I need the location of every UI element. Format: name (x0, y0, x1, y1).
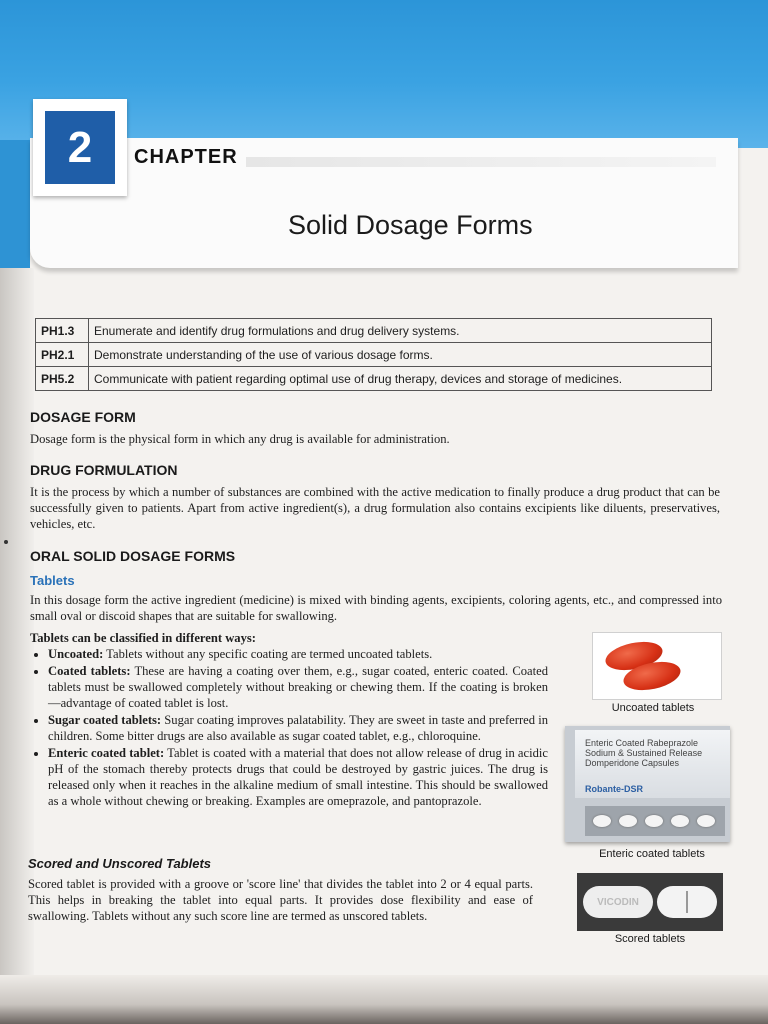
capsule-icon (671, 815, 689, 827)
chapter-number: 2 (45, 111, 115, 184)
table-row (36, 343, 712, 367)
list-item-text: Tablets without any specific coating are termed uncoated tablets. (103, 647, 433, 661)
enteric-caption: Enteric coated tablets (599, 848, 705, 860)
competency-table (35, 318, 712, 391)
competency-code: PH5.2 (36, 367, 89, 391)
capsule-icon (645, 815, 663, 827)
tablet-types-list (30, 646, 548, 810)
list-item (48, 712, 548, 744)
chapter-title: Solid Dosage Forms (288, 210, 533, 240)
margin-mark (4, 540, 8, 544)
blister-strip (585, 806, 725, 836)
list-item (48, 745, 548, 809)
drug-formulation-text: It is the process by which a number of substances are combined with the active medication to finally produce a drug product that can be successfully given to patients. Apart from active ingredient(s), a drug formulation also contains excipients like diluents, preservatives, vehicles, etc. (30, 485, 720, 531)
competency-text: Enumerate and identify drug formulations and drug delivery systems. (89, 319, 712, 343)
list-item (48, 663, 548, 711)
list-item-term: Uncoated: (48, 647, 104, 661)
uncoated-tablets-image (592, 632, 722, 700)
chapter-side-band (0, 140, 30, 275)
score-line (686, 891, 688, 913)
list-item-term: Enteric coated tablet: (48, 746, 165, 760)
list-item-term: Sugar coated tablets: (48, 713, 162, 727)
uncoated-caption: Uncoated tablets (611, 702, 695, 714)
tablet-imprint: VICODIN (583, 886, 653, 918)
pack-brand: Robante-DSR (585, 784, 643, 794)
list-item-text: These are having a coating over them, e.g., sugar coated, enteric coated. Coated tablets must be swallowed completely without breaking or chewing them. If the coating is broken—advantage of coated tablet is lost. (48, 664, 548, 710)
dosage-form-heading: DOSAGE FORM (30, 409, 136, 425)
scored-tablet-icon (657, 886, 717, 918)
enteric-coated-image (565, 726, 730, 842)
list-item-text: Tablet is coated with a material that does not allow release of drug in acidic pH of the stomach thereby protects drugs that could be destroyed by gastric juices. The drug is released only when it reaches in the alkaline medium of small intestine. This should be swallowed as a whole without chewing or breaking. Examples are omeprazole, and pantoprazole. (48, 746, 548, 808)
pack-label: Enteric Coated Rabeprazole Sodium & Sustained Release Domperidone Capsules (585, 738, 703, 768)
list-item (48, 646, 548, 662)
scored-caption: Scored tablets (614, 933, 686, 945)
oral-solid-heading: ORAL SOLID DOSAGE FORMS (30, 548, 236, 564)
chapter-number-box (33, 99, 127, 196)
drug-formulation-heading: DRUG FORMULATION (30, 462, 178, 478)
dosage-form-text: Dosage form is the physical form in which any drug is available for administration. (30, 432, 450, 446)
list-item-text: Sugar coating improves palatability. They are sweet in taste and preferred in children. Some bitter drugs are also available as sugar coated tablet, e.g., chloroquine. (48, 713, 548, 743)
tablets-subheading: Tablets (30, 573, 75, 588)
competency-code: PH2.1 (36, 343, 89, 367)
chapter-label: CHAPTER (134, 146, 238, 168)
scored-tablets-image (577, 873, 723, 931)
capsule-icon (593, 815, 611, 827)
scored-text: Scored tablet is provided with a groove or 'score line' that divides the tablet into 2 or 4 equal parts. This helps in breaking the tablet into equal parts. It provides dose flexibility and ease of swallowing. Tablets without any such score line are termed as unscored tablets. (28, 877, 533, 923)
classified-heading: Tablets can be classified in different ways: (30, 631, 256, 645)
scored-heading: Scored and Unscored Tablets (28, 856, 212, 871)
capsule-icon (619, 815, 637, 827)
page-bottom-shadow (0, 975, 768, 1024)
list-item-term: Coated tablets: (48, 664, 131, 678)
chapter-rule (246, 157, 716, 167)
tablets-intro: In this dosage form the active ingredient (medicine) is mixed with binding agents, excipients, coloring agents, etc., and compressed into small oval or discoid shapes that are suitable for swallowing. (30, 593, 722, 623)
table-row (36, 319, 712, 343)
capsule-icon (697, 815, 715, 827)
competency-code: PH1.3 (36, 319, 89, 343)
competency-text: Communicate with patient regarding optimal use of drug therapy, devices and storage of medicines. (89, 367, 712, 391)
table-row (36, 367, 712, 391)
competency-text: Demonstrate understanding of the use of various dosage forms. (89, 343, 712, 367)
